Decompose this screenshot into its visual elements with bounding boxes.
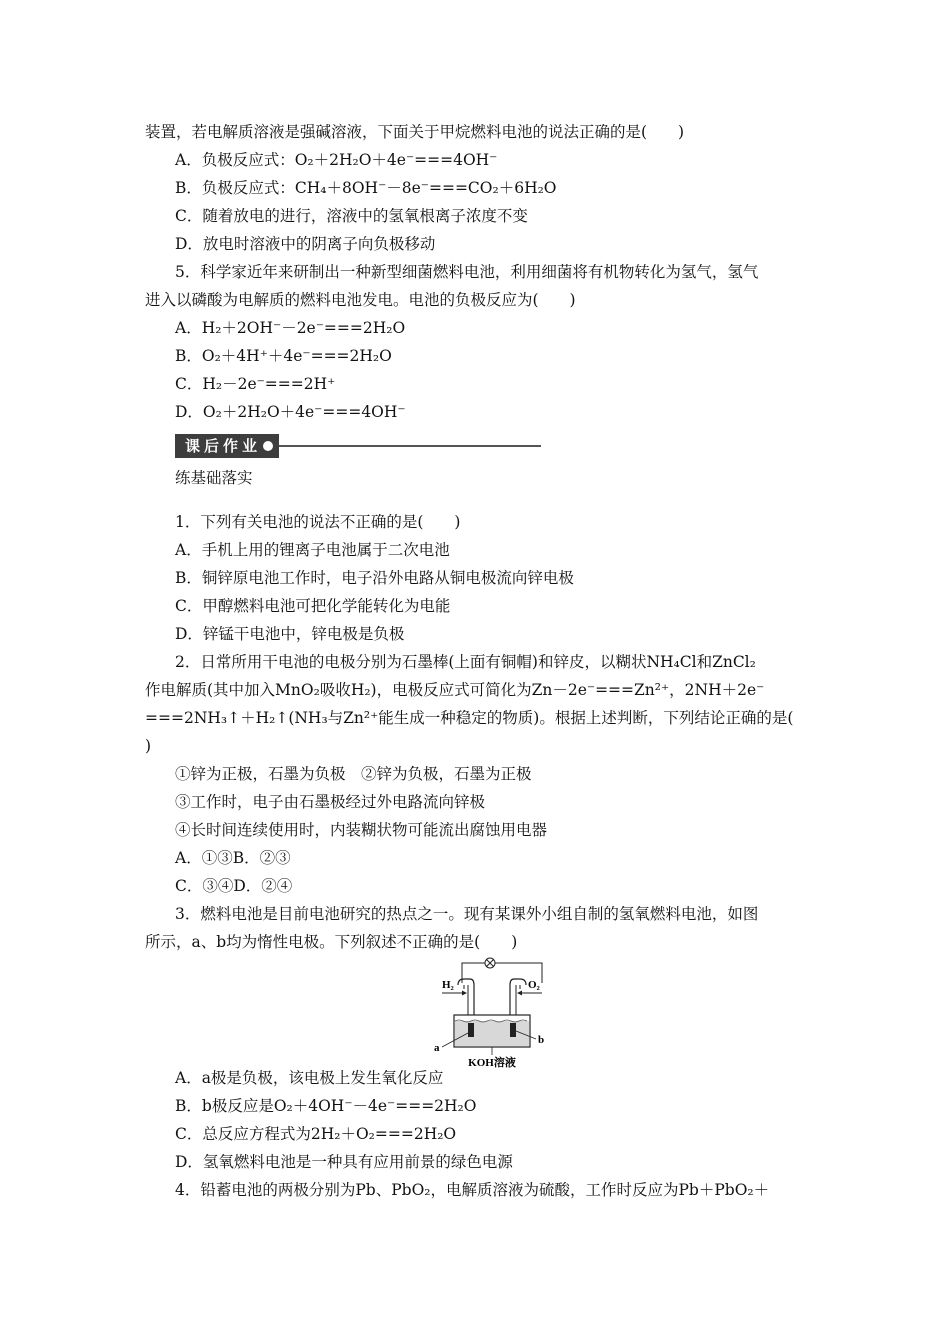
- text-line: 进入以磷酸为电解质的燃料电池发电。电池的负极反应为( ): [145, 291, 576, 309]
- text-line: ===2NH₃↑＋H₂↑(NH₃与Zn²⁺能生成一种稳定的物质)。根据上述判断，下列结论正确的是(: [145, 709, 794, 727]
- option-line: A．a极是负极，该电极上发生氧化反应: [175, 1069, 444, 1087]
- option-line: A．负极反应式：O₂＋2H₂O＋4e⁻===4OH⁻: [175, 151, 498, 169]
- banner-title: 课后作业: [185, 437, 262, 455]
- o2-label: O₂: [528, 979, 540, 991]
- option-line: C．H₂－2e⁻===2H⁺: [175, 375, 336, 393]
- option-line: B．铜锌原电池工作时，电子沿外电路从铜电极流向锌电极: [175, 569, 574, 587]
- option-line: D．氢氧燃料电池是一种具有应用前景的绿色电源: [175, 1153, 513, 1171]
- koh-solution: [455, 1021, 529, 1046]
- electrode-a: [468, 1023, 474, 1037]
- h2-label: H₂: [442, 979, 454, 991]
- option-line: D．放电时溶液中的阴离子向负极移动: [175, 235, 436, 253]
- option-line: C．总反应方程式为2H₂＋O₂===2H₂O: [175, 1125, 457, 1143]
- statement-line: ④长时间连续使用时，内装糊状物可能流出腐蚀用电器: [175, 821, 548, 839]
- banner-rule: [279, 445, 541, 447]
- question-line: 4．铅蓄电池的两极分别为Pb、PbO₂，电解质溶液为硫酸，工作时反应为Pb＋PbO₂＋: [175, 1181, 770, 1199]
- text-line: ): [145, 737, 152, 755]
- text-line: 作电解质(其中加入MnO₂吸收H₂)，电极反应式可简化为Zn－2e⁻===Zn²⁺，2NH＋2e⁻: [145, 681, 765, 699]
- option-line: A．手机上用的锂离子电池属于二次电池: [175, 541, 450, 559]
- electrode-b-label: b: [538, 1034, 545, 1046]
- figure-caption: KOH溶液: [468, 1057, 516, 1069]
- electrode-b: [510, 1023, 516, 1037]
- question-line: 1．下列有关电池的说法不正确的是( ): [175, 513, 461, 531]
- question-line: 5．科学家近年来研制出一种新型细菌燃料电池，利用细菌将有机物转化为氢气，氢气: [175, 263, 759, 281]
- option-line: C．③④D．②④: [175, 877, 293, 895]
- fuel-cell-diagram: [432, 955, 552, 1070]
- statement-line: ①锌为正极，石墨为负极 ②锌为负极，石墨为正极: [175, 765, 532, 783]
- option-line: D．O₂＋2H₂O＋4e⁻===4OH⁻: [175, 403, 406, 421]
- option-line: A．H₂＋2OH⁻－2e⁻===2H₂O: [175, 319, 406, 337]
- section-banner: [175, 435, 541, 457]
- option-line: B．O₂＋4H⁺＋4e⁻===2H₂O: [175, 347, 392, 365]
- bullet-icon: [263, 441, 273, 451]
- option-line: B．b极反应是O₂＋4OH⁻－4e⁻===2H₂O: [175, 1097, 477, 1115]
- statement-line: ③工作时，电子由石墨极经过外电路流向锌极: [175, 793, 486, 811]
- banner-label: [175, 434, 279, 458]
- option-line: D．锌锰干电池中，锌电极是负极: [175, 625, 405, 643]
- question-line: 2．日常所用干电池的电极分别为石墨棒(上面有铜帽)和锌皮，以糊状NH₄Cl和ZnCl₂: [175, 653, 756, 671]
- option-line: B．负极反应式：CH₄＋8OH⁻－8e⁻===CO₂＋6H₂O: [175, 179, 557, 197]
- section-subtitle: 练基础落实: [175, 469, 253, 487]
- option-line: C．随着放电的进行，溶液中的氢氧根离子浓度不变: [175, 207, 528, 225]
- option-line: A．①③B．②③: [175, 849, 291, 867]
- text-line: 所示，a、b均为惰性电极。下列叙述不正确的是( ): [145, 933, 518, 951]
- question-line: 3．燃料电池是目前电池研究的热点之一。现有某课外小组自制的氢氧燃料电池，如图: [175, 905, 759, 923]
- electrode-a-label: a: [434, 1042, 440, 1054]
- option-line: C．甲醇燃料电池可把化学能转化为电能: [175, 597, 451, 615]
- text-line: 装置，若电解质溶液是强碱溶液，下面关于甲烷燃料电池的说法正确的是( ): [145, 123, 685, 141]
